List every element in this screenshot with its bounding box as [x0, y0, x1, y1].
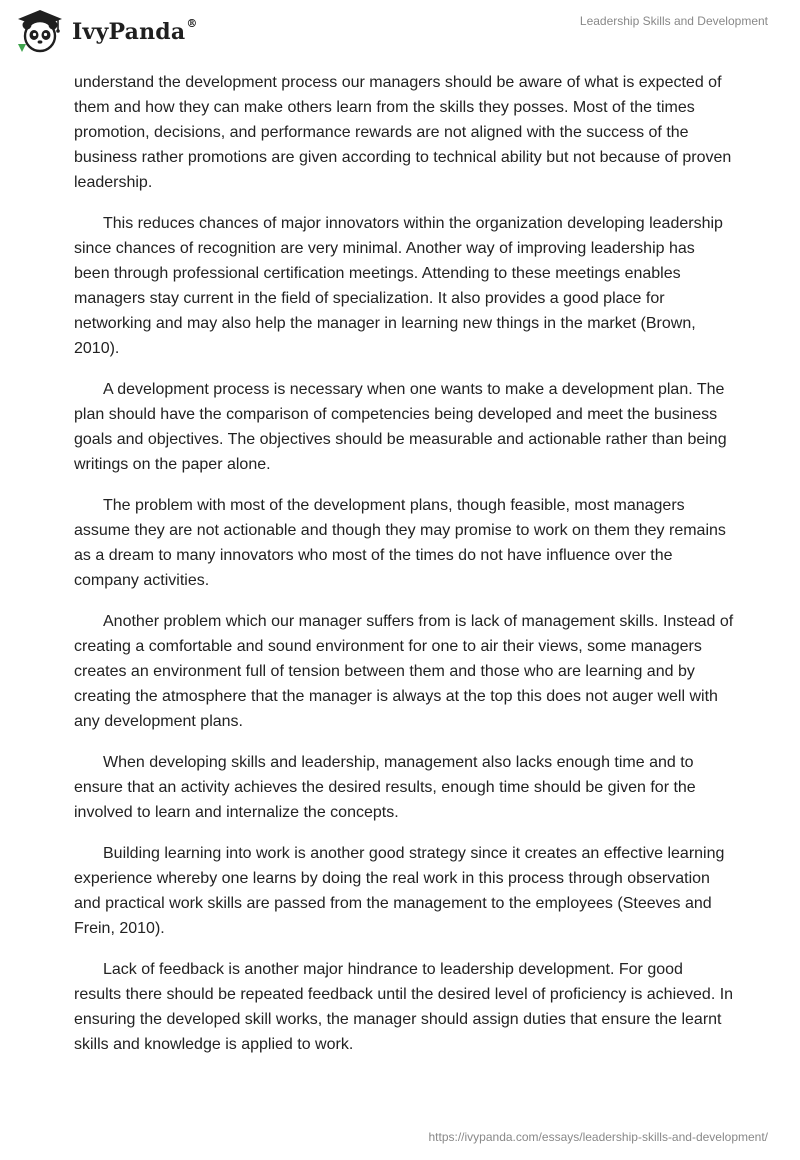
- essay-body: [74, 70, 734, 1073]
- paragraph: A development process is necessary when one wants to make a development plan. The plan should have the comparison of competencies being developed and meet the business goals and objectives. The objectives should be measurable and actionable rather than being writings on the paper alone.: [74, 381, 727, 473]
- panda-graduate-icon: [14, 8, 66, 56]
- brand-name: [72, 19, 198, 45]
- source-url[interactable]: https://ivypanda.com/essays/leadership-skills-and-development/: [428, 1130, 768, 1144]
- paragraph: understand the development process our managers should be aware of what is expected of them and how they can make others learn from the skills they posses. Most of the times promotion, decisions, and performance rewards are not aligned with the success of the business rather promotions are given according to technical ability but not because of proven leadership.: [74, 74, 732, 191]
- running-title: Leadership Skills and Development: [579, 14, 768, 28]
- paragraph: Building learning into work is another good strategy since it creates an effective learning experience whereby one learns by doing the real work in this process through observation and practical work skills are passed from the management to the employees (Steeves and Frein, 2010).: [74, 845, 725, 937]
- paragraph: The problem with most of the development plans, though feasible, most managers assume they are not actionable and though they may promise to work on them they remains as a dream to many innovators who most of the times do not have influence over the company activities.: [74, 497, 726, 589]
- paragraph: This reduces chances of major innovators within the organization developing leadership since chances of recognition are very minimal. Another way of improving leadership has been through professional certification meetings. Attending to these meetings enables managers stay current in the field of specialization. It also provides a good place for networking and may also help the manager in learning new things in the market (Brown, 2010).: [74, 215, 723, 357]
- brand-name-text: IvyPanda: [72, 19, 186, 45]
- paragraph: Another problem which our manager suffers from is lack of management skills. Instead of creating a comfortable and sound environment for one to air their views, some managers creates an environment full of tension between them and those who are learning and by creating the atmosphere that the manager is always at the top this does not auger well with any development plans.: [74, 613, 734, 730]
- registered-mark: ®: [186, 17, 198, 30]
- brand-logo[interactable]: [14, 8, 198, 56]
- paragraph: Lack of feedback is another major hindrance to leadership development. For good results there should be repeated feedback until the desired level of proficiency is achieved. In ensuring the developed skill works, the manager should assign duties that ensure the learnt skills and knowledge is applied to work.: [74, 961, 734, 1053]
- paragraph: When developing skills and leadership, management also lacks enough time and to ensure that an activity achieves the desired results, enough time should be given for the involved to learn and internalize the concepts.: [74, 754, 696, 821]
- page-header: [0, 0, 800, 64]
